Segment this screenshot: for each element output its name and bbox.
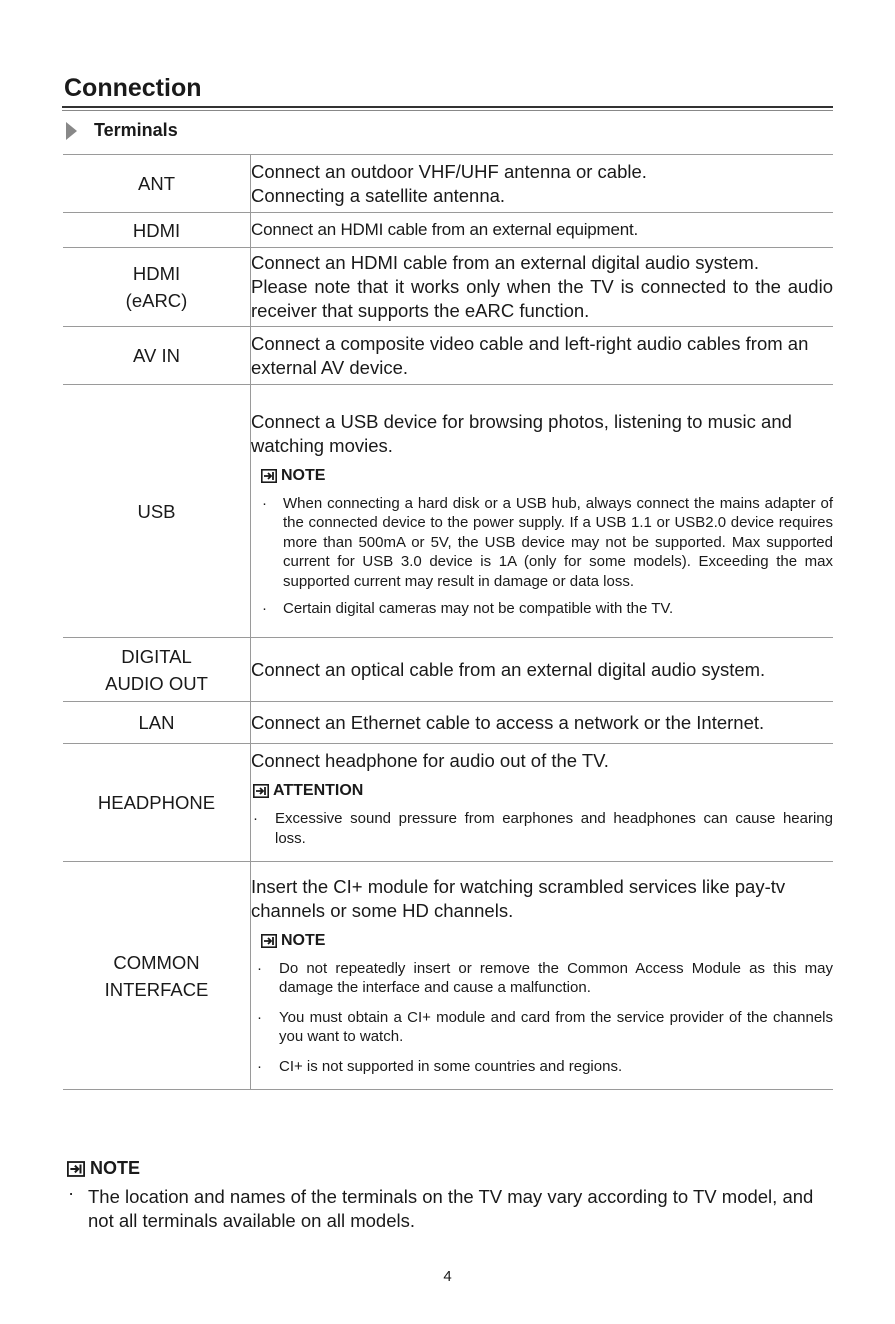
terminal-description: Insert the CI+ module for watching scrambled services like pay-tv channels or some HD channels. NOTE · Do not repeatedly insert or remove the Common Access Module as this may damage the interface and cause a malfunction. · You must obtain a CI+ module and card from the service provider of the channels you want to watch. · CI+ is not supported in some countries and regions. xyxy=(251,862,834,1090)
terminal-name: HDMI (eARC) xyxy=(63,248,251,327)
table-row xyxy=(63,385,833,638)
list-item: · CI+ is not supported in some countries and regions. xyxy=(257,1057,623,1075)
terminal-name: AV IN xyxy=(63,327,251,385)
section-heading xyxy=(66,120,178,141)
terminal-description: Connect an HDMI cable from an external equipment. xyxy=(251,213,834,248)
title-rule-thin xyxy=(62,110,833,111)
page-title: Connection xyxy=(64,74,202,102)
table-row xyxy=(63,702,833,744)
attention-heading: ATTENTION xyxy=(253,779,833,803)
table-row xyxy=(63,638,833,702)
note-heading: NOTE xyxy=(261,464,833,488)
title-rule xyxy=(62,106,833,108)
terminal-name: HDMI xyxy=(63,213,251,248)
note-heading: NOTE xyxy=(261,929,833,953)
terminal-description: Connect an Ethernet cable to access a network or the Internet. xyxy=(251,702,834,744)
table-row xyxy=(63,327,833,385)
terminal-description: Connect a composite video cable and left-right audio cables from an external AV device. xyxy=(251,327,834,385)
page-number: 4 xyxy=(443,1268,452,1285)
list-item: · Certain digital cameras may not be compatible with the TV. xyxy=(262,600,674,617)
table-row xyxy=(63,155,833,213)
list-item: · Excessive sound pressure from earphones and headphones can cause hearing loss. xyxy=(253,810,833,847)
terminal-name: LAN xyxy=(63,702,251,744)
list-item: · When connecting a hard disk or a USB hub, always connect the mains adapter of the connected device to the power supply. If a USB 1.1 or USB2.0 device requires more than 500mA or 5V, the USB device may not be supported. Max supported current for USB 3.0 device is 1A (only for some models). Exceeding the max supported current may result in damage or data loss. xyxy=(262,494,833,590)
table-row xyxy=(63,862,833,1090)
footer-note-heading: NOTE xyxy=(67,1158,140,1179)
terminal-description: Connect a USB device for browsing photos, listening to music and watching movies. NOTE · When connecting a hard disk or a USB hub, always connect the mains adapter of the connected device to the power supply. If a USB 1.1 or USB2.0 device requires more than 500mA or 5V, the USB device may not be supported. Max supported current for USB 3.0 device is 1A (only for some models). Exceeding the max supported current may result in damage or data loss. · Certain digital cameras may not be compatible with the TV. xyxy=(251,385,834,638)
section-heading-label: Terminals xyxy=(94,120,178,140)
terminal-name: ANT xyxy=(63,155,251,213)
table-row xyxy=(63,213,833,248)
table-row xyxy=(63,248,833,327)
terminal-description: Connect headphone for audio out of the TV. ATTENTION · Excessive sound pressure from earphones and headphones can cause hearing loss. xyxy=(251,744,834,862)
list-item: · Do not repeatedly insert or remove the Common Access Module as this may damage the interface and cause a malfunction. xyxy=(257,959,833,997)
note-arrow-icon xyxy=(261,934,277,948)
terminals-table xyxy=(63,154,833,1090)
terminal-description: Connect an outdoor VHF/UHF antenna or cable. Connecting a satellite antenna. xyxy=(251,155,834,213)
list-item: · You must obtain a CI+ module and card from the service provider of the channels you want to watch. xyxy=(257,1008,833,1046)
terminal-name: USB xyxy=(63,385,251,638)
footer-note-text: · The location and names of the terminals on the TV may vary according to TV model, and not all terminals available on all models. xyxy=(68,1182,814,1231)
terminal-description: Connect an optical cable from an external digital audio system. xyxy=(251,638,834,702)
terminal-name: HEADPHONE xyxy=(63,744,251,862)
triangle-right-icon xyxy=(66,122,77,140)
note-arrow-icon xyxy=(253,784,269,798)
note-arrow-icon xyxy=(261,469,277,483)
terminal-name: DIGITAL AUDIO OUT xyxy=(63,638,251,702)
terminal-description: Connect an HDMI cable from an external digital audio system. Please note that it works only when the TV is connected to the audio receiver that supports the eARC function. xyxy=(251,248,834,327)
table-row xyxy=(63,744,833,862)
note-arrow-icon xyxy=(67,1161,85,1177)
terminal-name: COMMON INTERFACE xyxy=(63,862,251,1090)
